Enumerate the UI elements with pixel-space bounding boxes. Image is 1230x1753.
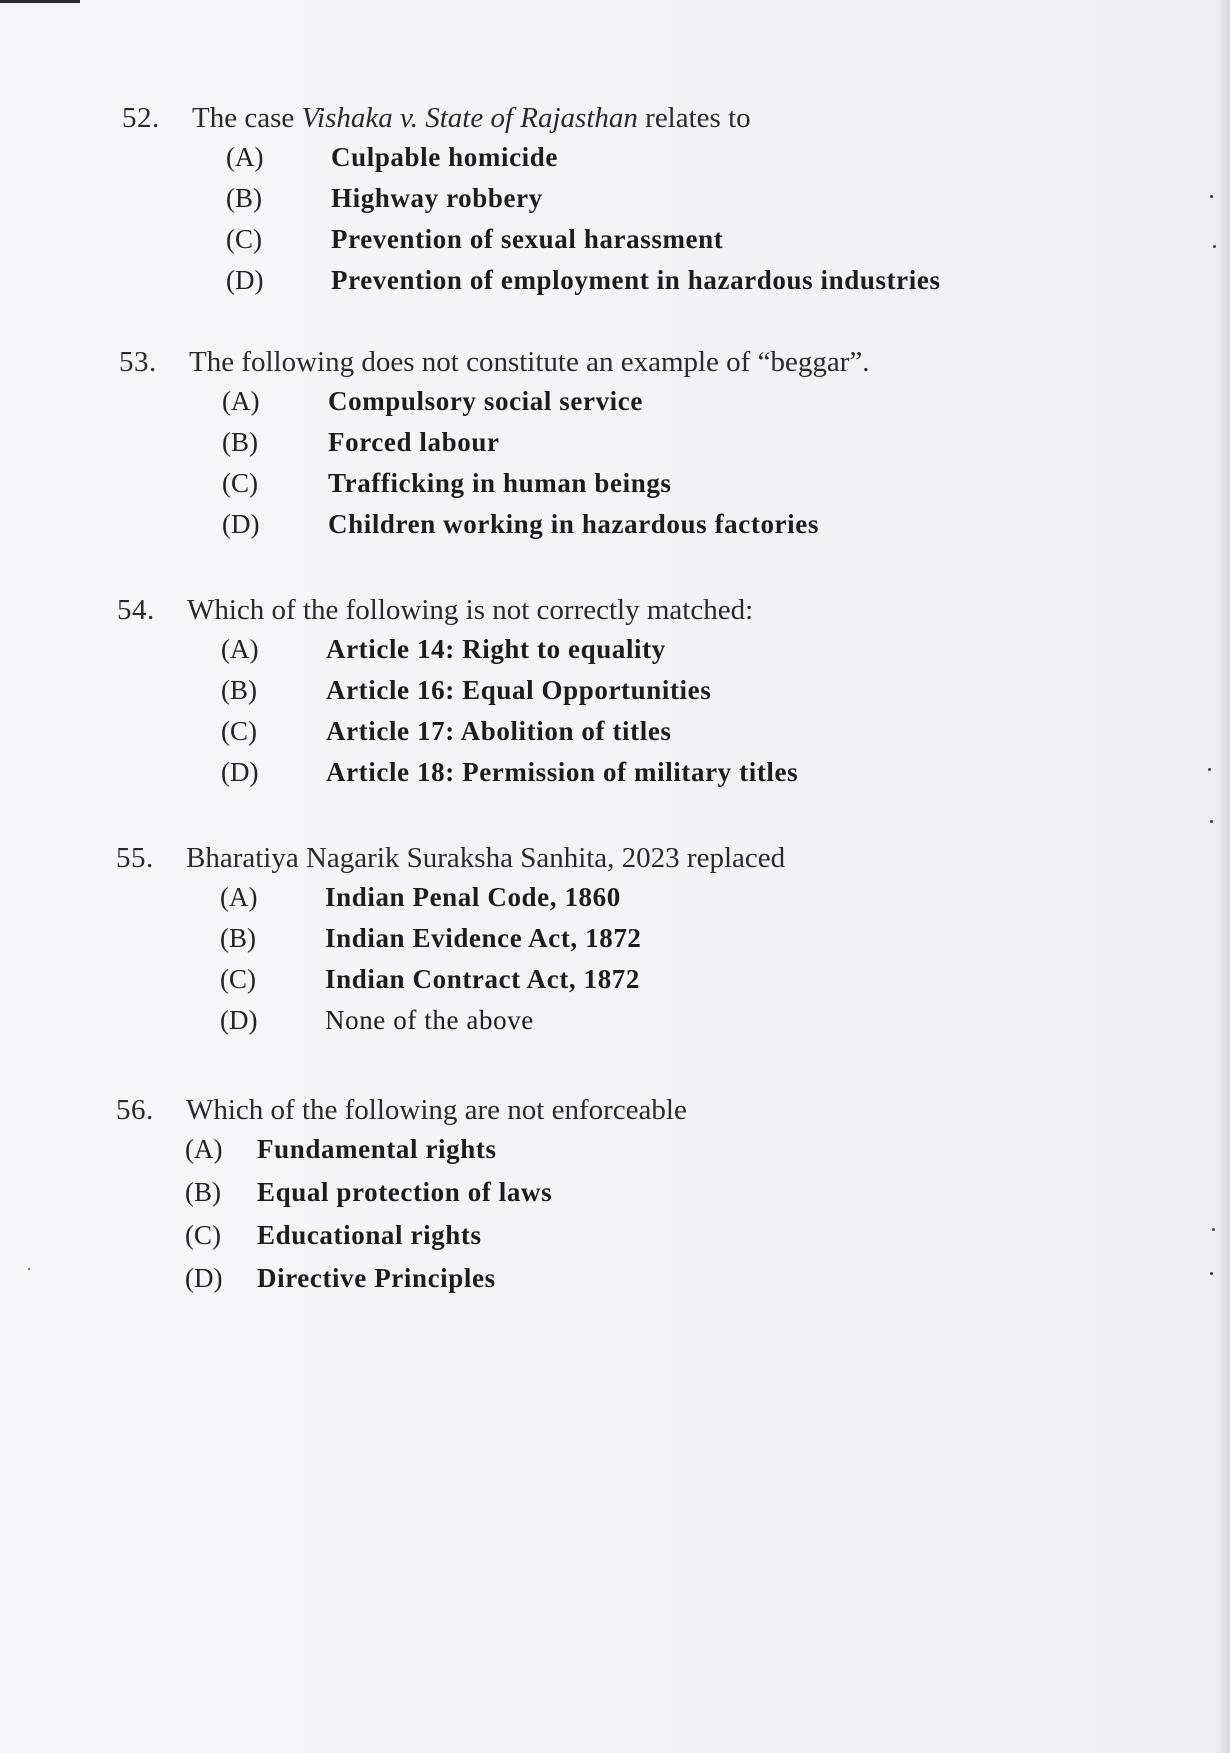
option-c bbox=[0, 964, 1100, 1005]
option-a bbox=[0, 142, 1100, 183]
option-letter: (D) bbox=[185, 1263, 223, 1293]
options-list bbox=[0, 634, 1100, 798]
scan-speck bbox=[1213, 245, 1216, 248]
option-letter: (D) bbox=[222, 509, 260, 539]
option-text: Fundamental rights bbox=[257, 1134, 497, 1164]
option-a bbox=[0, 882, 1100, 923]
option-text: Indian Contract Act, 1872 bbox=[325, 964, 641, 994]
case-name: Vishaka v. State of Rajasthan bbox=[301, 102, 638, 134]
option-text: Children working in hazardous factories bbox=[328, 509, 819, 539]
question-number: 56. bbox=[116, 1094, 154, 1126]
option-letter: (A) bbox=[221, 634, 259, 664]
stem-before: The case bbox=[192, 102, 302, 134]
question-52 bbox=[0, 102, 1100, 306]
option-letter: (C) bbox=[226, 224, 262, 254]
options-list bbox=[0, 1134, 1100, 1306]
scan-speck bbox=[1210, 820, 1213, 823]
option-c bbox=[0, 468, 1100, 509]
question-text: Which of the following are not enforceable bbox=[186, 1094, 687, 1126]
option-d bbox=[0, 509, 1100, 550]
option-c bbox=[0, 1220, 1100, 1263]
option-letter: (A) bbox=[226, 142, 264, 172]
option-text: Culpable homicide bbox=[331, 142, 558, 172]
question-text bbox=[192, 102, 751, 135]
option-a bbox=[0, 634, 1100, 675]
option-letter: (D) bbox=[226, 265, 264, 295]
option-text: Article 18: Permission of military titles bbox=[326, 757, 799, 787]
option-text: Article 14: Right to equality bbox=[326, 634, 666, 664]
option-text: Indian Penal Code, 1860 bbox=[325, 882, 621, 912]
option-b bbox=[0, 183, 1100, 224]
option-d bbox=[0, 265, 1100, 306]
option-text: Article 17: Abolition of titles bbox=[326, 716, 672, 746]
option-text: Directive Principles bbox=[257, 1263, 496, 1293]
option-letter: (A) bbox=[222, 386, 260, 416]
option-text: Prevention of employment in hazardous industries bbox=[331, 265, 941, 295]
option-b bbox=[0, 923, 1100, 964]
question-number: 52. bbox=[122, 102, 160, 134]
option-letter: (D) bbox=[221, 757, 259, 787]
option-text: Highway robbery bbox=[331, 183, 543, 213]
question-number: 54. bbox=[117, 594, 155, 626]
option-letter: (B) bbox=[222, 427, 258, 457]
option-text: Compulsory social service bbox=[328, 386, 643, 416]
option-letter: (C) bbox=[222, 468, 258, 498]
option-text: Educational rights bbox=[257, 1220, 482, 1250]
question-55 bbox=[0, 842, 1100, 1046]
question-56 bbox=[0, 1094, 1100, 1306]
option-letter: (A) bbox=[185, 1134, 223, 1164]
scan-speck bbox=[1212, 1228, 1215, 1231]
option-c bbox=[0, 224, 1100, 265]
option-d bbox=[0, 1005, 1100, 1046]
options-list bbox=[0, 882, 1100, 1046]
scan-speck bbox=[1210, 1272, 1213, 1275]
option-letter: (C) bbox=[185, 1220, 221, 1250]
question-stem bbox=[0, 842, 1100, 882]
option-letter: (B) bbox=[220, 923, 256, 953]
option-a bbox=[0, 386, 1100, 427]
option-letter: (D) bbox=[220, 1005, 258, 1035]
question-number: 55. bbox=[116, 842, 154, 874]
option-text: Article 16: Equal Opportunities bbox=[326, 675, 712, 705]
option-text: Indian Evidence Act, 1872 bbox=[325, 923, 642, 953]
option-b bbox=[0, 427, 1100, 468]
option-b bbox=[0, 675, 1100, 716]
question-text: The following does not constitute an example of “beggar”. bbox=[189, 346, 870, 378]
question-stem bbox=[0, 346, 1100, 386]
option-text: Prevention of sexual harassment bbox=[331, 224, 724, 254]
option-a bbox=[0, 1134, 1100, 1177]
options-list bbox=[0, 386, 1100, 550]
scan-edge-mark bbox=[0, 0, 80, 3]
question-stem bbox=[0, 594, 1100, 634]
question-text: Which of the following is not correctly matched: bbox=[187, 594, 754, 626]
question-stem bbox=[0, 1094, 1100, 1134]
question-number: 53. bbox=[119, 346, 157, 378]
option-d bbox=[0, 757, 1100, 798]
option-letter: (C) bbox=[220, 964, 256, 994]
options-list bbox=[0, 142, 1100, 306]
option-text: Equal protection of laws bbox=[257, 1177, 553, 1207]
option-text: Trafficking in human beings bbox=[328, 468, 672, 498]
stem-after: relates to bbox=[637, 102, 751, 134]
scan-edge-shadow bbox=[1218, 0, 1230, 1753]
scan-speck bbox=[1208, 768, 1211, 771]
option-letter: (B) bbox=[226, 183, 262, 213]
question-53 bbox=[0, 346, 1100, 550]
question-text: Bharatiya Nagarik Suraksha Sanhita, 2023 replaced bbox=[186, 842, 786, 874]
option-letter: (A) bbox=[220, 882, 258, 912]
option-letter: (B) bbox=[185, 1177, 221, 1207]
option-b bbox=[0, 1177, 1100, 1220]
option-text: Forced labour bbox=[328, 427, 500, 457]
question-stem bbox=[0, 102, 1100, 142]
question-54 bbox=[0, 594, 1100, 798]
option-text: None of the above bbox=[325, 1005, 534, 1035]
option-c bbox=[0, 716, 1100, 757]
option-letter: (B) bbox=[221, 675, 257, 705]
option-d bbox=[0, 1263, 1100, 1306]
option-letter: (C) bbox=[221, 716, 257, 746]
scan-speck bbox=[1210, 195, 1213, 198]
